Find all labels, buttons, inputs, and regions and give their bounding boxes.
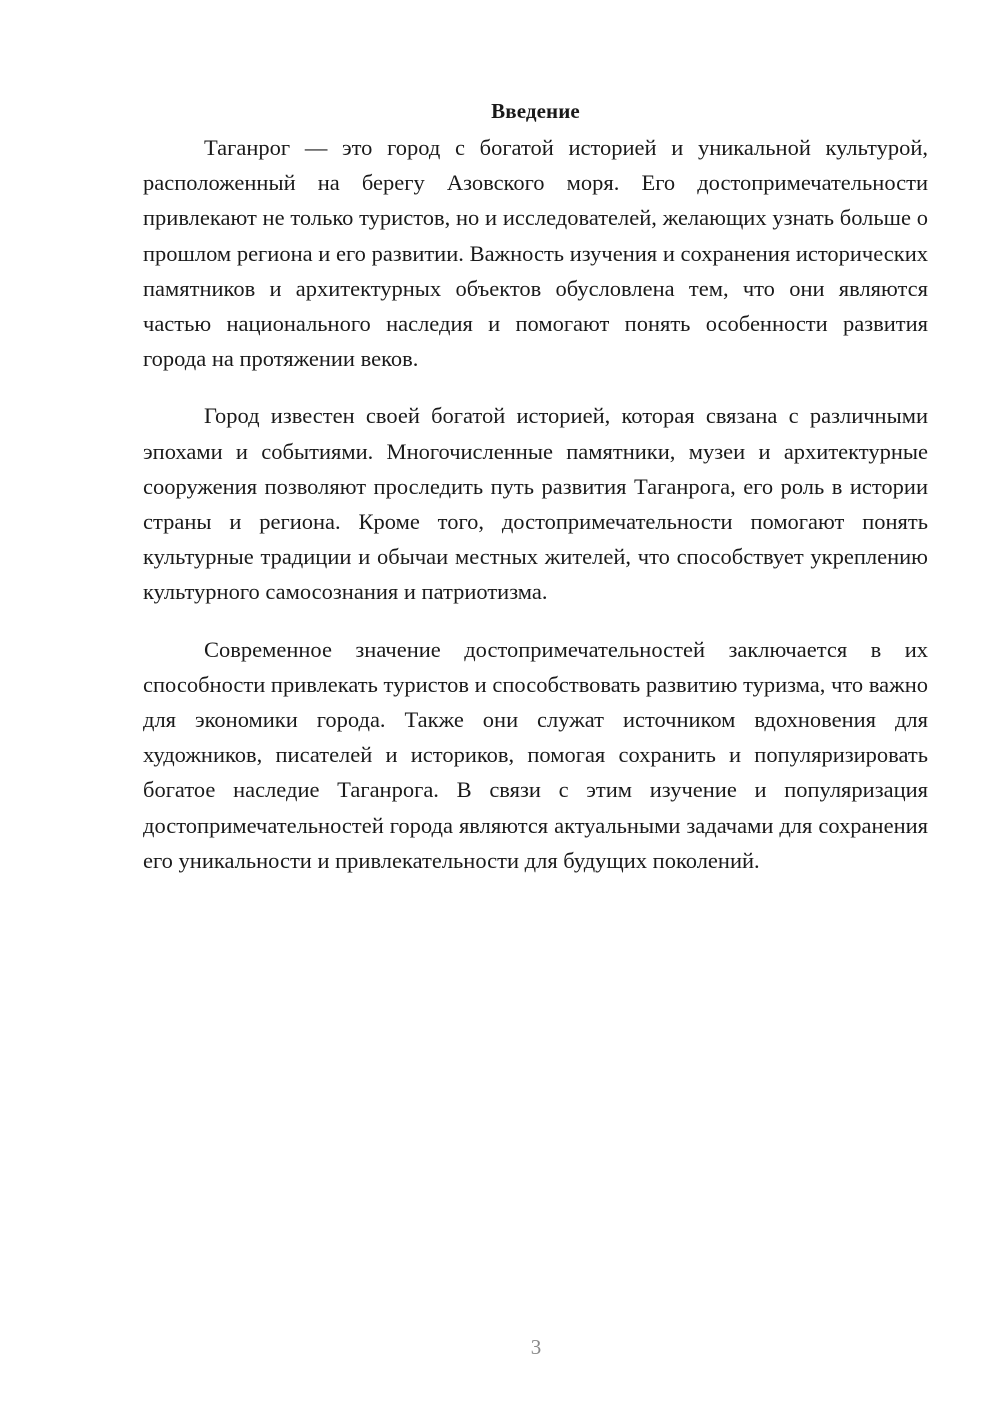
- paragraph-3: Современное значение достопримечательностей заключается в их способности привлекать туристов и способствовать развитию туризма, что важно для экономики города. Также они служат источником вдохновения для художников, писателей и историков, помогая сохранить и популяризировать богатое наследие Таганрога. В связи с этим изучение и популяризация достопримечательностей города являются актуальными задачами для сохранения его уникальности и привлекательности для будущих поколений.: [143, 636, 928, 873]
- paragraph-2: Город известен своей богатой историей, которая связана с различными эпохами и событиями. Многочисленные памятники, музеи и архитектурные сооружения позволяют проследить путь развития Таганрога, его роль в истории страны и региона. Кроме того, достопримечательности помогают понять культурные традиции и обычаи местных жителей, что способствует укреплению культурного самосознания и патриотизма.: [143, 403, 928, 605]
- paragraph-1: Таганрог — это город с богатой историей и уникальной культурой, расположенный на берегу Азовского моря. Его достопримечательности привлекают не только туристов, но и исследователей, желающих узнать больше о прошлом региона и его развитии. Важность изучения и сохранения исторических памятников и архитектурных объектов обусловлена тем, что они являются частью национального наследия и помогают понять особенности развития города на протяжении веков.: [143, 135, 928, 372]
- page-content: [143, 96, 928, 878]
- section-title: Введение: [491, 99, 580, 123]
- page-number: 3: [530, 1335, 542, 1359]
